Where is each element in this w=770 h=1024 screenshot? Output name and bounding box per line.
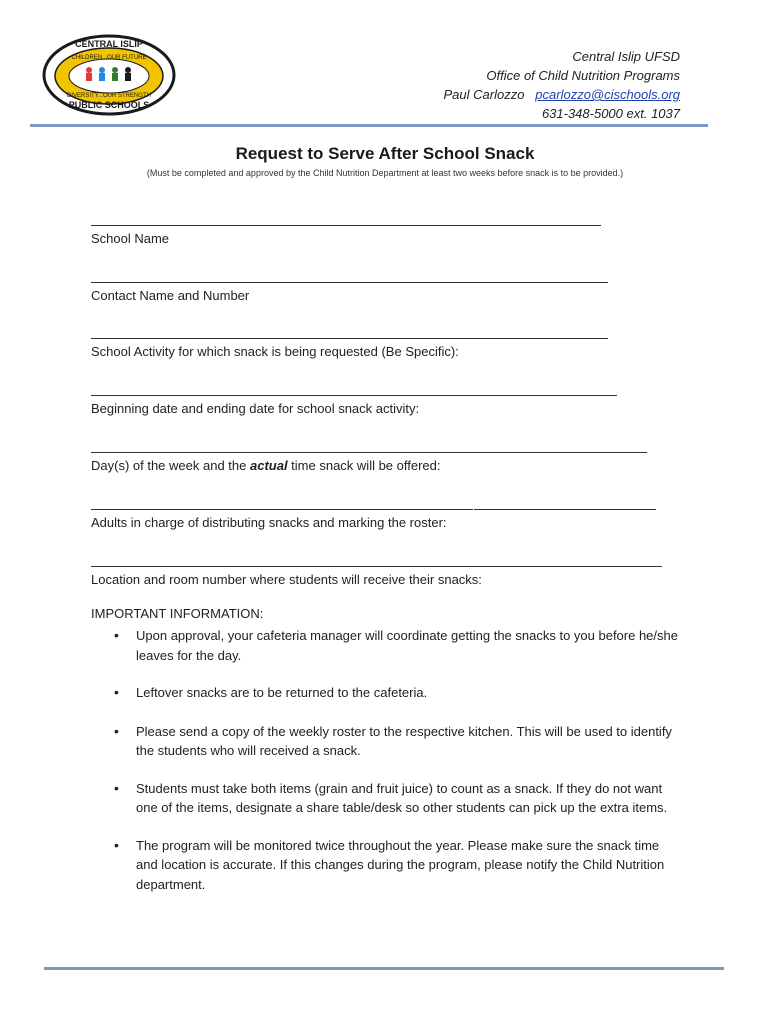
days-field[interactable] xyxy=(91,452,647,473)
location-line[interactable] xyxy=(91,566,662,567)
days-label-end: time snack will be offered: xyxy=(287,458,441,473)
important-heading: IMPORTANT INFORMATION: xyxy=(91,606,264,621)
phone-number: 631-348-5000 ext. 1037 xyxy=(541,106,680,121)
school-name-field[interactable] xyxy=(91,225,601,246)
page-subtitle: (Must be completed and approved by the Child Nutrition Department at least two weeks before snack is to be provided.) xyxy=(146,168,624,178)
logo-bottom-text: PUBLIC SCHOOLS xyxy=(68,100,150,110)
logo-ring-top: CHILDREN...OUR FUTURE xyxy=(71,55,147,61)
important-list xyxy=(110,626,680,894)
page-title: Request to Serve After School Snack xyxy=(235,144,535,163)
contact-name: Paul Carlozzo xyxy=(443,87,525,102)
contact-line-input[interactable] xyxy=(91,282,608,283)
adults-label: Adults in charge of distributing snacks and marking the roster: xyxy=(91,515,447,530)
days-label-emphasis: actual xyxy=(249,458,288,473)
contact-label: Contact Name and Number xyxy=(91,288,250,303)
dates-line[interactable] xyxy=(91,395,617,396)
adults-field[interactable] xyxy=(91,509,656,530)
school-name-label: School Name xyxy=(91,231,170,246)
email-link[interactable]: pcarlozzo@cischools.org xyxy=(535,87,680,102)
activity-label: School Activity for which snack is being requested (Be Specific): xyxy=(91,344,459,359)
adults-lines[interactable] xyxy=(91,509,656,510)
adults-line-2[interactable] xyxy=(474,509,656,510)
days-label-start: Day(s) of the week and the xyxy=(91,458,250,473)
activity-line[interactable] xyxy=(91,338,608,339)
list-item: • Please send a copy of the weekly roster to the respective kitchen. This will be used to identify the students who will received a snack. xyxy=(110,722,680,761)
days-label xyxy=(91,458,647,473)
contact-field[interactable] xyxy=(91,282,608,303)
header-contact-block xyxy=(444,47,680,123)
location-label: Location and room number where students will receive their snacks: xyxy=(91,572,482,587)
footer-divider xyxy=(44,967,724,970)
location-field[interactable] xyxy=(91,566,662,587)
list-item: • Upon approval, your cafeteria manager will coordinate getting the snacks to you before he/she leaves for the day. xyxy=(110,626,680,665)
days-line[interactable] xyxy=(91,452,647,453)
org-name: Central Islip UFSD xyxy=(572,49,680,64)
logo-ring-bottom: DIVERSITY...OUR STRENGTH xyxy=(67,93,151,99)
central-islip-logo xyxy=(42,34,176,116)
list-item: • The program will be monitored twice throughout the year. Please make sure the snack time and location is accurate. If this changes during the program, please notify the Child Nutrition department. xyxy=(110,836,680,895)
adults-line-1[interactable] xyxy=(91,509,473,510)
logo-top-text: CENTRAL ISLIP xyxy=(75,39,143,49)
office-name: Office of Child Nutrition Programs xyxy=(486,68,680,83)
activity-field[interactable] xyxy=(91,338,608,359)
contact-line xyxy=(444,85,680,104)
list-item: • Leftover snacks are to be returned to the cafeteria. xyxy=(110,683,680,703)
header-divider xyxy=(30,124,708,127)
school-name-line[interactable] xyxy=(91,225,601,226)
dates-label: Beginning date and ending date for school snack activity: xyxy=(91,401,420,416)
dates-field[interactable] xyxy=(91,395,617,416)
list-item: • Students must take both items (grain and fruit juice) to count as a snack. If they do not want one of the items, designate a share table/desk so other students can pick up the extra items. xyxy=(110,779,680,818)
